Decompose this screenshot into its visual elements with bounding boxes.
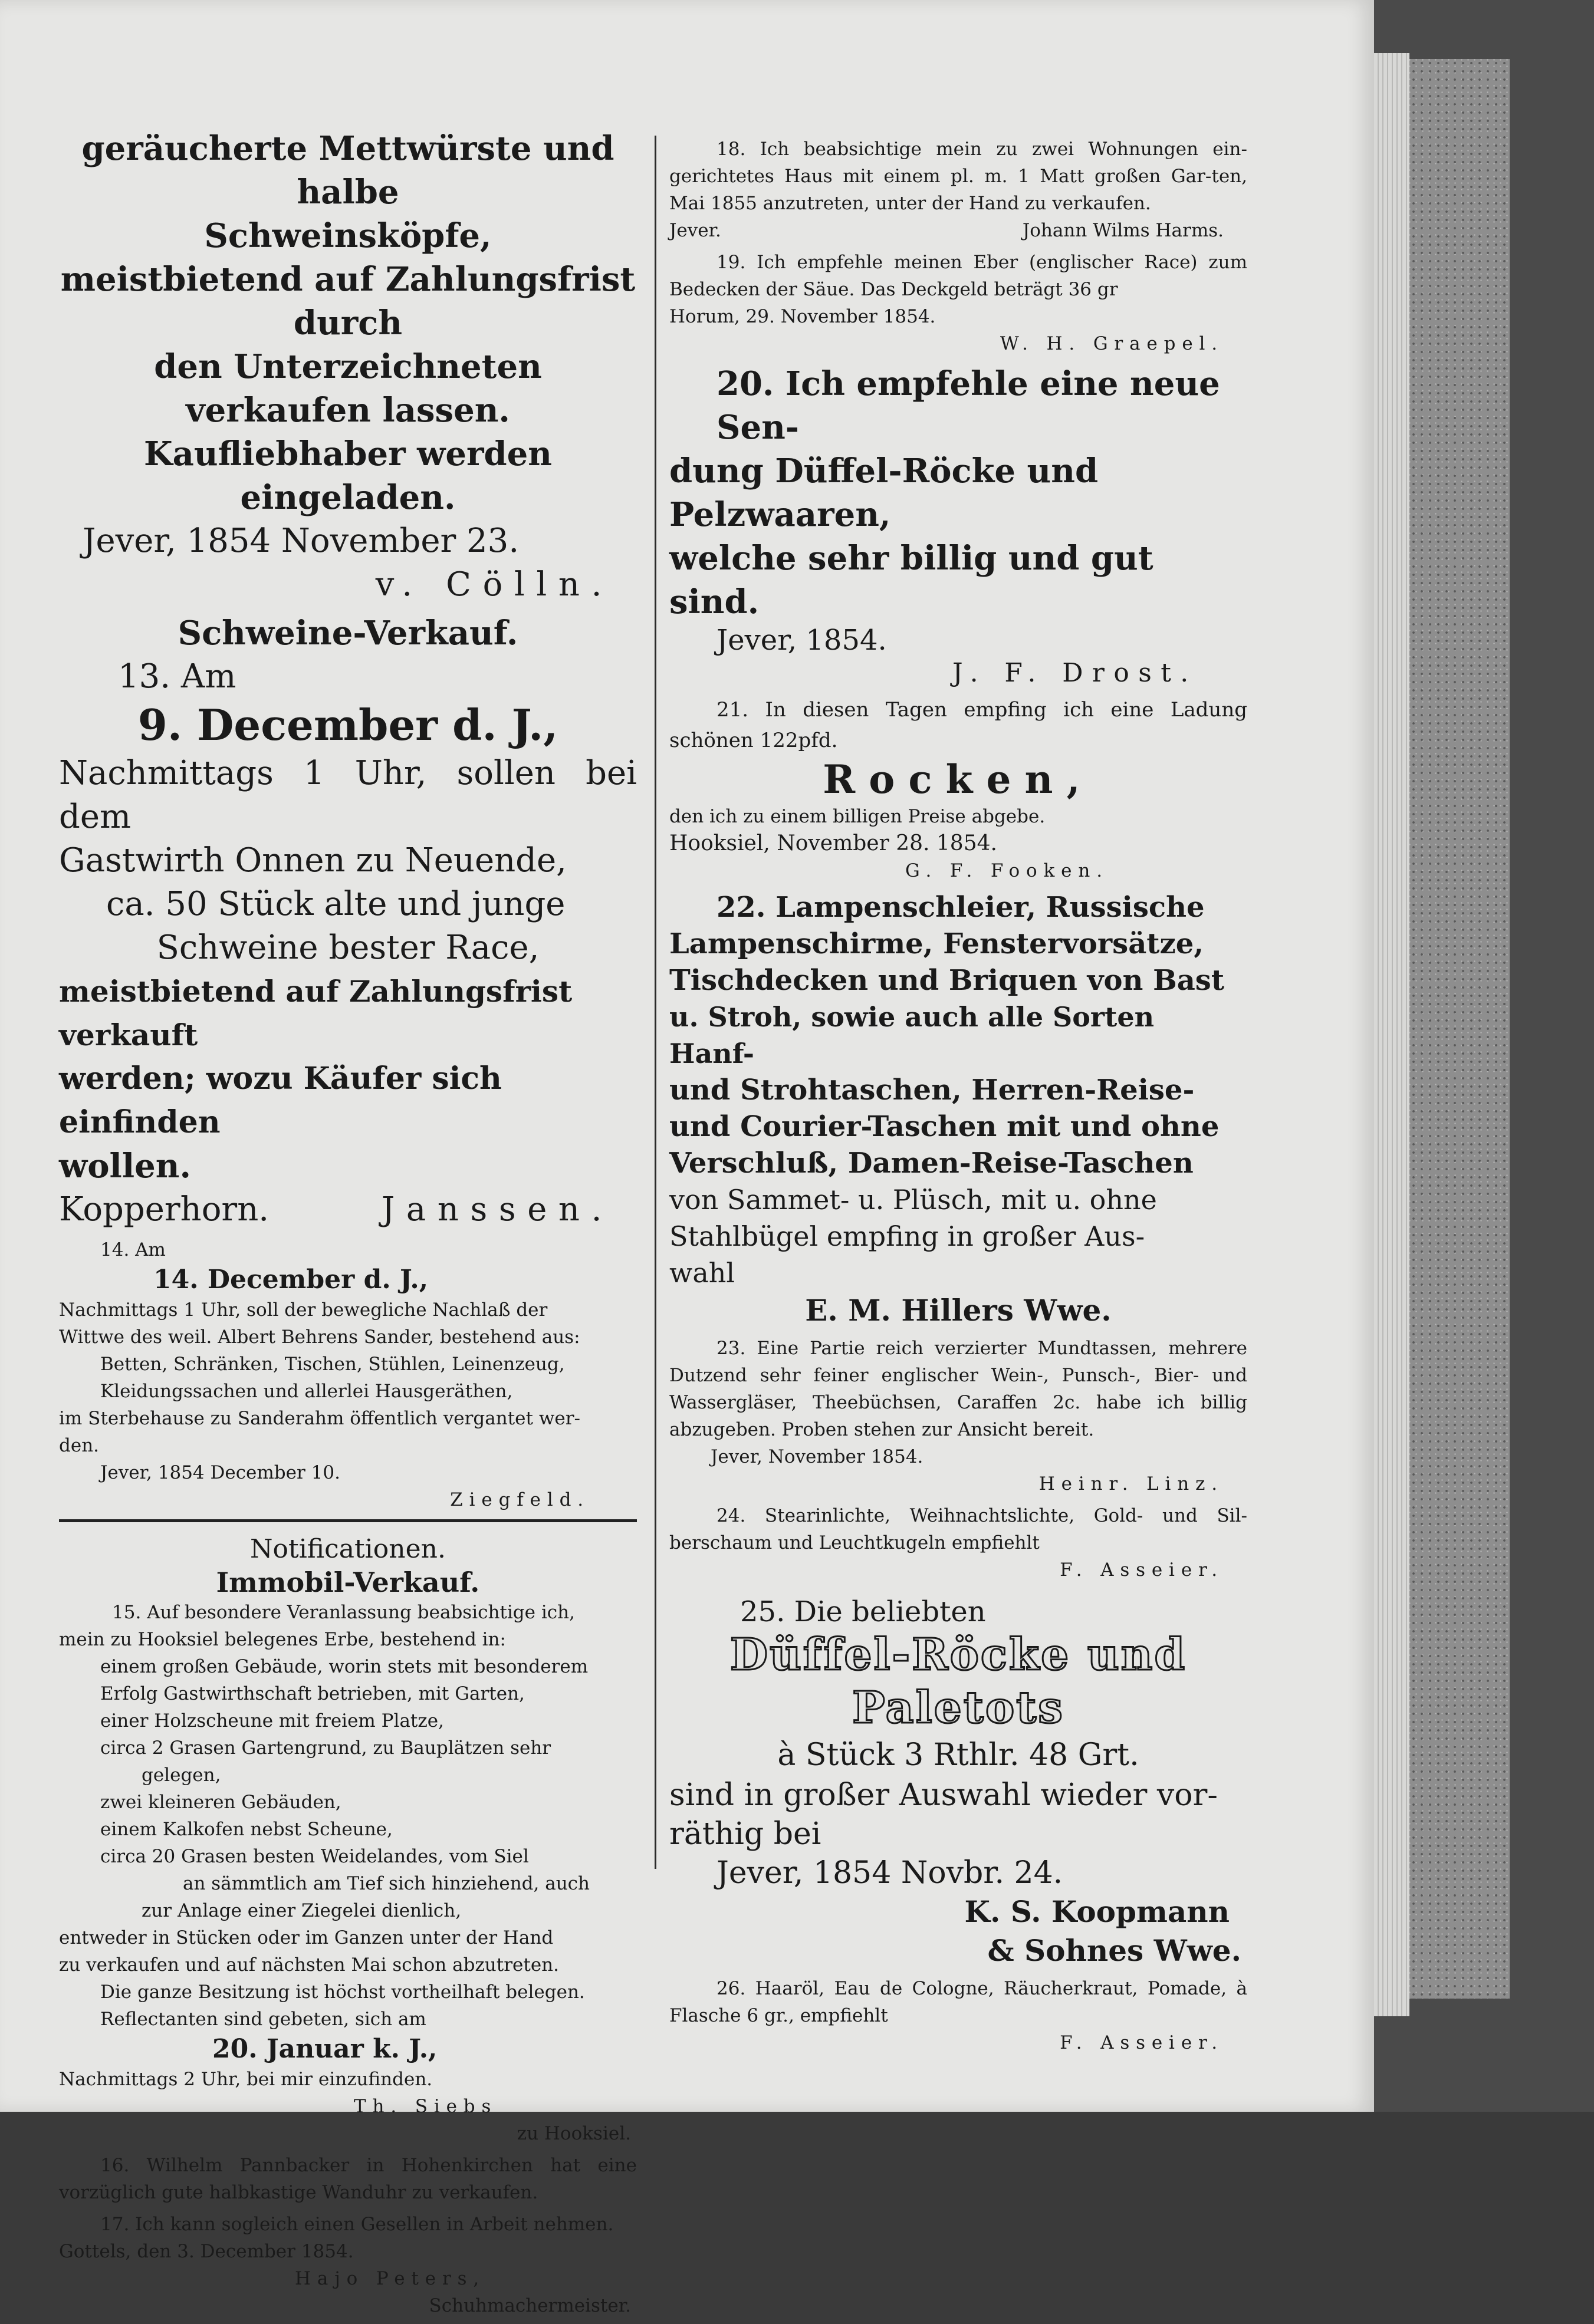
- ad-line: mein zu Hooksiel belegenes Erbe, bestehend in:: [59, 1629, 506, 1650]
- signature: J. F. Drost.: [952, 658, 1198, 688]
- ad-line: im Sterbehause zu Sanderahm öffentlich vergantet wer-: [59, 1408, 580, 1429]
- ad-date: 14. December d. J.,: [153, 1265, 429, 1295]
- ad-line: Reflectanten sind gebeten, sich am: [100, 2009, 426, 2030]
- ad-line: circa 20 Grasen besten Weidelandes, vom Siel: [100, 1846, 529, 1867]
- ad-line: geräucherte Mettwürste und halbe: [81, 129, 614, 212]
- section-rule: [59, 1519, 637, 1522]
- ad-line: 22. Lampenschleier, Russische: [717, 891, 1205, 924]
- page-stack-edge: [1374, 53, 1409, 2016]
- ad-23: [669, 1335, 1247, 1497]
- ad-line: ca. 50 Stück alte und junge: [106, 885, 566, 923]
- ad-line: Erfolg Gastwirthschaft betrieben, mit Garten,: [100, 1683, 525, 1704]
- signature: Janssen.: [381, 1190, 613, 1229]
- place-date: Jever, 1854 November 23.: [83, 522, 520, 560]
- ad-line: 20. Ich empfehle eine neue Sen-: [717, 364, 1220, 447]
- ad-line: Betten, Schränken, Tischen, Stühlen, Leinenzeug,: [100, 1354, 565, 1375]
- ad-line: den.: [59, 1435, 100, 1456]
- signature: Johann Wilms Harms.: [1022, 220, 1224, 241]
- ad-line: zwei kleineren Gebäuden,: [100, 1792, 341, 1813]
- signature: v. Cölln.: [375, 565, 613, 604]
- ad-21: [669, 694, 1247, 884]
- ad-intro: 25. Die beliebten: [740, 1595, 986, 1628]
- ad-20: [669, 362, 1247, 690]
- signature: K. S. Koopmann: [964, 1894, 1230, 1929]
- place-date: Jever, 1854.: [717, 624, 887, 657]
- ad-15: [59, 1566, 637, 2147]
- ad-title: Düffel-Röcke und: [729, 1630, 1187, 1680]
- ad-line: Kaufliebhaber werden eingeladen.: [143, 434, 553, 517]
- ad-line: Schweine bester Race,: [156, 929, 540, 967]
- signature: W. H. Graepel.: [1000, 333, 1224, 354]
- place-date: Hooksiel, November 28. 1854.: [669, 831, 997, 855]
- ad-13: [59, 611, 637, 1232]
- ad-line: entweder in Stücken oder im Ganzen unter der Hand: [59, 1927, 554, 1948]
- signature: Heinr. Linz.: [1038, 1473, 1224, 1495]
- ad-text: 23. Eine Partie reich verzierter Mundtassen, mehrere Dutzend sehr feiner englischer Wein-, Punsch-, Bier- und Wassergläser, Theebüchsen, Caraffen 2c. habe ich billig abzugeben. Proben stehen zur Ansicht bereit.: [669, 1338, 1247, 1440]
- column-divider: [655, 136, 656, 1869]
- ad-line: zur Anlage einer Ziegelei dienlich,: [142, 1900, 462, 1921]
- ad-sausages: [59, 127, 637, 607]
- place: Jever.: [669, 220, 721, 241]
- signature: Ziegfeld.: [450, 1489, 590, 1510]
- ad-22: [669, 889, 1247, 1330]
- place-date: Jever, 1854 December 10.: [100, 1462, 340, 1483]
- ad-line: Nachmittags 2 Uhr, bei mir einzufinden.: [59, 2069, 433, 2090]
- signature-title: Schuhmachermeister.: [429, 2295, 631, 2316]
- ad-line: den ich zu einem billigen Preise abgebe.: [669, 806, 1046, 827]
- ad-date: 9. December d. J.,: [137, 700, 558, 750]
- ad-line: von Sammet- u. Plüsch, mit u. ohne: [669, 1184, 1157, 1216]
- ad-text: 21. In diesen Tagen empfing ich eine Ladung schönen 122pfd.: [669, 698, 1247, 752]
- ad-line: dung Düffel-Röcke und Pelzwaaren,: [669, 452, 1099, 534]
- ad-line: Verschluß, Damen-Reise-Taschen: [669, 1147, 1194, 1180]
- ad-14: [59, 1236, 637, 1513]
- right-column: [669, 136, 1247, 2061]
- signature: E. M. Hillers Wwe.: [805, 1293, 1112, 1328]
- ad-line: einem Kalkofen nebst Scheune,: [100, 1819, 393, 1840]
- ad-line: Kleidungssachen und allerlei Hausgeräthen,: [100, 1381, 513, 1402]
- ad-word: Am: [180, 657, 236, 696]
- signature: G. F. Fooken.: [905, 860, 1109, 881]
- ad-25: [669, 1595, 1247, 1970]
- section-heading: Schweine-Verkauf.: [178, 614, 518, 653]
- ad-price: à Stück 3 Rthlr. 48 Grt.: [777, 1737, 1139, 1773]
- ad-line: Schweinsköpfe,: [204, 216, 492, 255]
- ad-line: gelegen,: [142, 1765, 221, 1786]
- ad-line: werden; wozu Käufer sich einfinden: [59, 1061, 502, 1140]
- ad-19: [669, 249, 1247, 357]
- ad-title: Paletots: [852, 1683, 1064, 1733]
- signature-place: zu Hooksiel.: [517, 2123, 631, 2144]
- ad-text: 26. Haaröl, Eau de Cologne, Räucherkraut, Pomade, à Flasche 6 gr., empfiehlt: [669, 1978, 1247, 2026]
- ad-18: [669, 136, 1247, 244]
- ad-line: Wittwe des weil. Albert Behrens Sander, bestehend aus:: [59, 1326, 580, 1348]
- ad-text: 17. Ich kann sogleich einen Gesellen in Arbeit nehmen.: [100, 2214, 614, 2235]
- section-heading: Notificationen.: [250, 1534, 446, 1564]
- ad-line: circa 2 Grasen Gartengrund, zu Bauplätzen sehr: [100, 1737, 551, 1759]
- ad-line: wollen.: [59, 1147, 191, 1186]
- signature: & Sohnes Wwe.: [987, 1933, 1241, 1968]
- ad-line: Tischdecken und Briquen von Bast: [669, 964, 1224, 997]
- ad-line: Nachmittags 1 Uhr, soll der bewegliche Nachlaß der: [59, 1299, 548, 1321]
- ad-line: u. Stroh, sowie auch alle Sorten Hanf-: [669, 1001, 1155, 1069]
- ad-line: Stahlbügel empfing in großer Aus-: [669, 1220, 1145, 1252]
- ad-line: räthig bei: [669, 1816, 821, 1852]
- ad-line: 15. Auf besondere Veranlassung beabsichtige ich,: [112, 1602, 575, 1623]
- ad-heading: Immobil-Verkauf.: [216, 1566, 480, 1598]
- ad-line: den Unterzeichneten verkaufen lassen.: [154, 347, 542, 430]
- place-date: Horum, 29. November 1854.: [669, 306, 936, 327]
- ad-26: [669, 1975, 1247, 2056]
- ad-text: 19. Ich empfehle meinen Eber (englischer Race) zum Bedecken der Säue. Das Deckgeld beträgt 36 gr: [669, 252, 1247, 300]
- book-cover-edge: [1409, 59, 1510, 1999]
- ad-line: Gastwirth Onnen zu Neuende,: [59, 841, 567, 880]
- ad-line: Nachmittags 1 Uhr, sollen bei dem: [59, 754, 637, 836]
- signature: Hajo Peters,: [295, 2268, 486, 2289]
- ad-number: 14.: [100, 1239, 130, 1260]
- place: Kopperhorn.: [59, 1190, 269, 1229]
- ad-text: 18. Ich beabsichtige mein zu zwei Wohnungen ein-gerichtetes Haus mit einem pl. m. 1 Matt großen Gar-ten, Mai 1855 anzutreten, unter der Hand zu verkaufen.: [669, 139, 1247, 214]
- ad-16: 16. Wilhelm Pannbacker in Hohenkirchen hat eine vorzüglich gute halbkastige Wanduhr zu verkaufen.: [59, 2155, 637, 2203]
- ad-line: und Courier-Taschen mit und ohne: [669, 1110, 1220, 1143]
- signature: F. Asseier.: [1060, 2032, 1224, 2053]
- ad-line: einer Holzscheune mit freiem Platze,: [100, 1710, 444, 1732]
- ad-text: 24. Stearinlichte, Weihnachtslichte, Gold- und Sil-berschaum und Leuchtkugeln empfiehlt: [669, 1505, 1247, 1553]
- place-date: Jever, 1854 Novbr. 24.: [717, 1855, 1063, 1891]
- signature: F. Asseier.: [1060, 1559, 1224, 1581]
- ad-line: einem großen Gebäude, worin stets mit besonderem: [100, 1656, 589, 1677]
- ad-line: an sämmtlich am Tief sich hinziehend, auch: [183, 1873, 590, 1894]
- ad-17: [59, 2211, 637, 2319]
- ad-word: Am: [135, 1239, 166, 1260]
- product-name: Rocken,: [823, 756, 1094, 802]
- ad-line: Die ganze Besitzung ist höchst vortheilhaft belegen.: [100, 1981, 585, 2003]
- signature: Th. Siebs: [354, 2096, 498, 2117]
- ad-line: Lampenschirme, Fenstervorsätze,: [669, 927, 1204, 960]
- ad-24: [669, 1502, 1247, 1584]
- ad-line: welche sehr billig und gut sind.: [669, 539, 1153, 621]
- ad-line: meistbietend auf Zahlungsfrist verkauft: [59, 974, 573, 1052]
- ad-line: zu verkaufen und auf nächsten Mai schon abzutreten.: [59, 1954, 559, 1976]
- ad-line: wahl: [669, 1257, 735, 1289]
- left-column: [59, 127, 637, 2324]
- place-date: Jever, November 1854.: [711, 1446, 923, 1467]
- ad-date: 20. Januar k. J.,: [212, 2034, 438, 2064]
- ad-number: 13.: [118, 657, 171, 696]
- ad-line: sind in großer Auswahl wieder vor-: [669, 1777, 1218, 1813]
- ad-line: meistbietend auf Zahlungsfrist durch: [60, 260, 636, 343]
- ad-line: und Strohtaschen, Herren-Reise-: [669, 1074, 1195, 1107]
- place-date: Gottels, den 3. December 1854.: [59, 2241, 354, 2262]
